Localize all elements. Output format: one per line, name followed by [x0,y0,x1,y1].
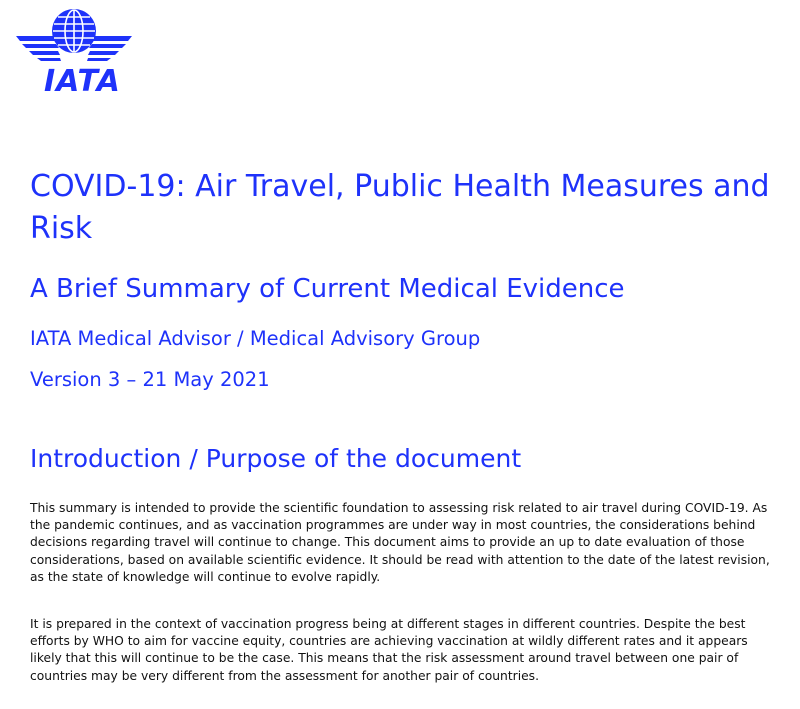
document-title: COVID-19: Air Travel, Public Health Measures and Risk [30,169,770,246]
paragraph: This summary is intended to provide the scientific foundation to assessing risk related to air travel during COVID-19. As the pandemic continues, and as vaccination programmes are under way in most countries, the considerations behind decisions regarding travel will continue to change. This document aims to provide an up to date evaluation of those considerations, based on available scientific evidence. It should be read with attention to the date of the latest revision, as the state of knowledge will continue to evolve rapidly. [30,501,770,584]
document-version: Version 3 – 21 May 2021 [30,368,270,391]
iata-logo [14,6,134,99]
document-author: IATA Medical Advisor / Medical Advisory Group [30,327,481,350]
logo-wordmark: IATA [44,64,121,99]
document-subtitle: A Brief Summary of Current Medical Evidence [30,274,625,304]
section-heading: Introduction / Purpose of the document [30,444,522,473]
globe-with-wings-icon [14,6,134,66]
paragraph: It is prepared in the context of vaccination progress being at different stages in different countries. Despite the best efforts by WHO to aim for vaccine equity, countries are achieving vaccination at wildly different rates and it appears likely that this will continue to be the case. This means that the risk assessment around travel between one pair of countries may be very different from the assessment for another pair of countries. [30,617,748,683]
